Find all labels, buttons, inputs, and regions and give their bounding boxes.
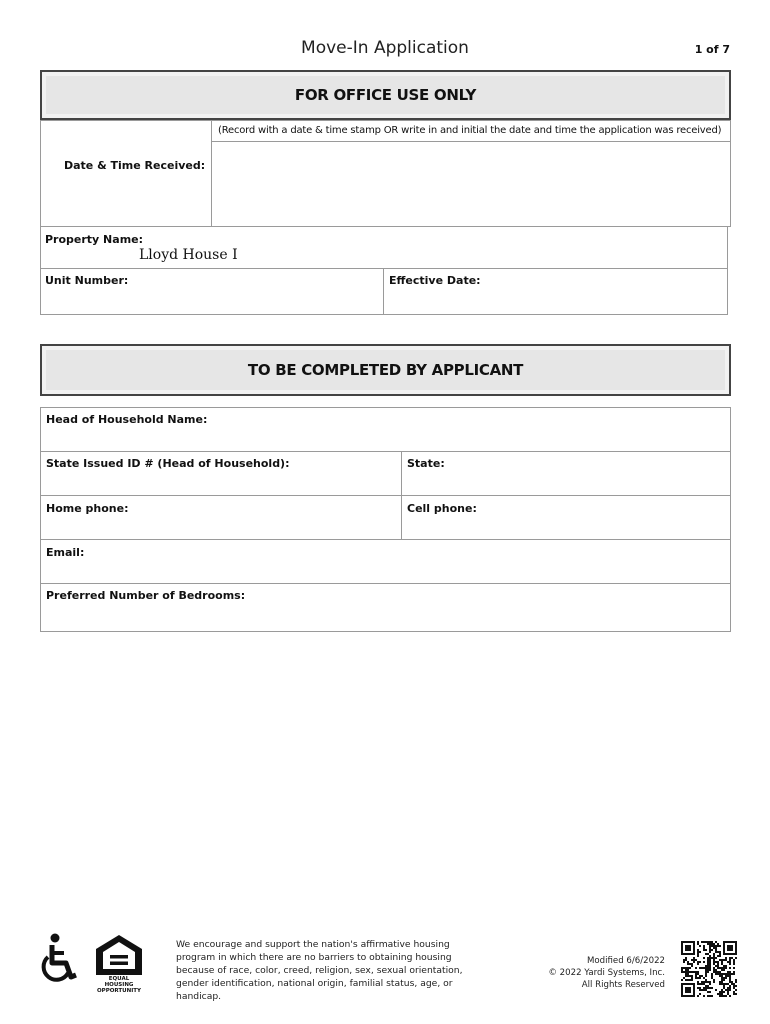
state-field[interactable] <box>401 451 731 496</box>
effective-date-label: Effective Date: <box>389 274 481 287</box>
bedrooms-label: Preferred Number of Bedrooms: <box>46 589 246 602</box>
bedrooms-field[interactable] <box>40 583 731 632</box>
state-id-field[interactable] <box>40 451 402 496</box>
date-time-label: Date & Time Received: <box>64 159 206 172</box>
rights-reserved: All Rights Reserved <box>581 980 665 990</box>
office-use-banner <box>40 70 731 120</box>
head-of-household-label: Head of Household Name: <box>46 413 208 426</box>
effective-date-field[interactable] <box>383 268 728 315</box>
email-field[interactable] <box>40 539 731 584</box>
property-name-field[interactable] <box>40 226 728 269</box>
email-label: Email: <box>46 546 85 559</box>
modified-date: Modified 6/6/2022 <box>587 956 665 966</box>
property-name-label: Property Name: <box>45 233 144 246</box>
state-id-label: State Issued ID # (Head of Household): <box>46 457 290 470</box>
record-note: (Record with a date & time stamp OR write in and initial the date and time the application was received) <box>218 125 722 136</box>
state-label: State: <box>407 457 445 470</box>
wheelchair-icon <box>38 933 82 985</box>
fair-housing-statement: We encourage and support the nation's affirmative housing program in which there are no barriers to obtaining housing because of race, color, creed, religion, sex, sexual orientation, gender identification, national origin, familial status, age, or handicap. <box>176 939 463 1002</box>
record-note-cell <box>211 120 731 142</box>
home-phone-label: Home phone: <box>46 502 129 515</box>
head-of-household-field[interactable] <box>40 407 731 452</box>
applicant-banner <box>40 344 731 396</box>
equal-housing-icon <box>94 933 144 994</box>
document-title: Move-In Application <box>301 38 469 58</box>
office-use-banner-label: FOR OFFICE USE ONLY <box>46 76 725 114</box>
qr-code-icon <box>681 941 737 997</box>
cell-phone-label: Cell phone: <box>407 502 477 515</box>
page-number: 1 of 7 <box>694 43 730 56</box>
equal-housing-logo-text: EQUAL HOUSING OPPORTUNITY <box>96 976 141 994</box>
modified-info <box>520 955 665 991</box>
date-time-label-cell <box>40 120 212 227</box>
applicant-banner-label: TO BE COMPLETED BY APPLICANT <box>46 350 725 390</box>
cell-phone-field[interactable] <box>401 495 731 540</box>
property-name-value: Lloyd House I <box>139 247 238 263</box>
copyright: © 2022 Yardi Systems, Inc. <box>548 968 665 978</box>
unit-number-label: Unit Number: <box>45 274 129 287</box>
date-time-field[interactable] <box>211 141 731 227</box>
unit-number-field[interactable] <box>40 268 384 315</box>
home-phone-field[interactable] <box>40 495 402 540</box>
